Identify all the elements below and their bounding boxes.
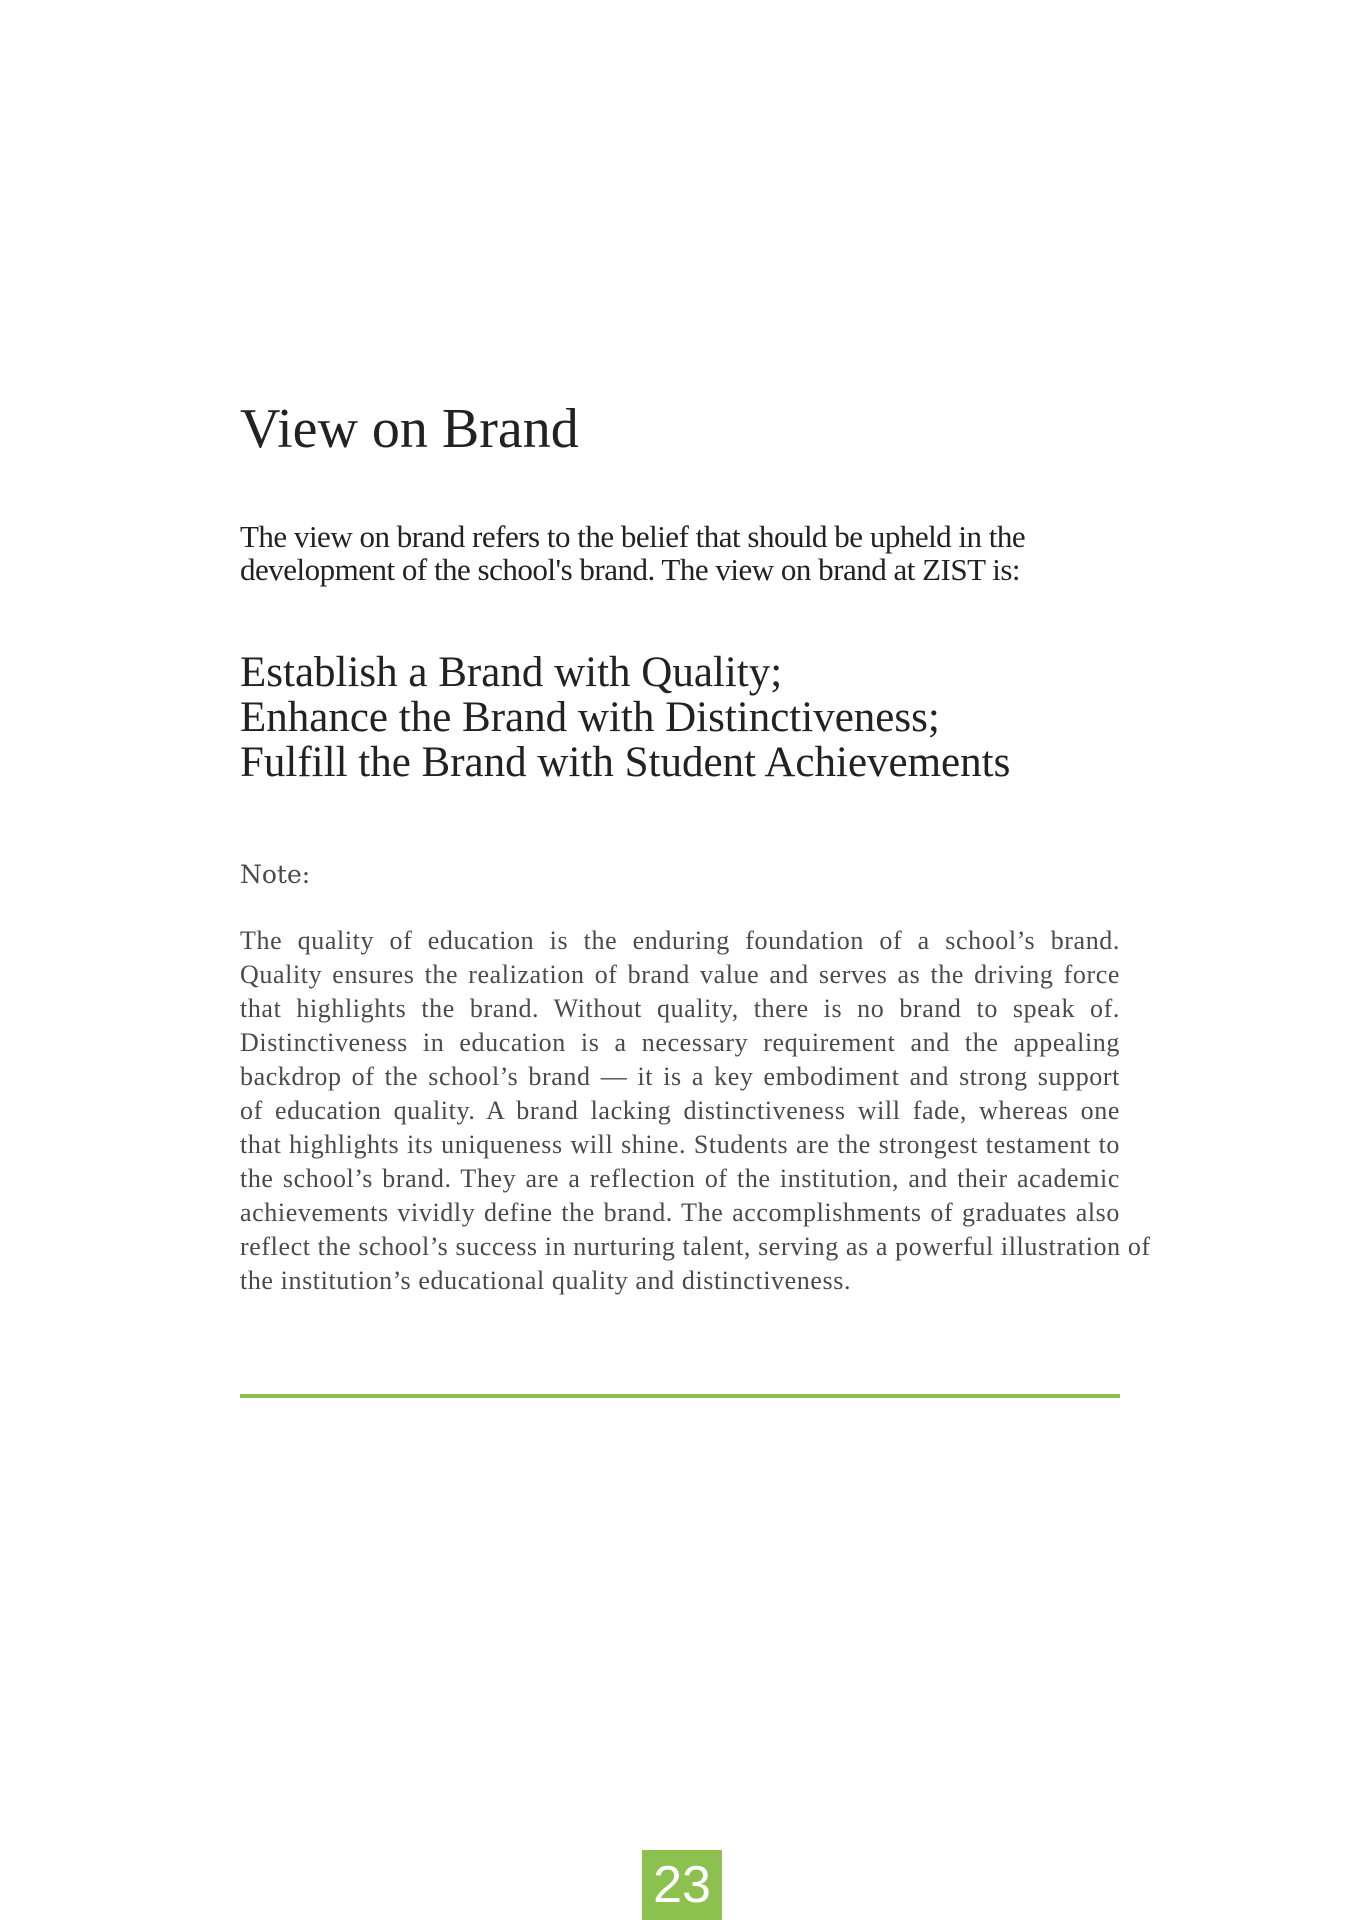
section-divider <box>240 1394 1120 1398</box>
note-line: backdrop of the school’s brand — it is a key embodiment and strong support <box>240 1062 1120 1091</box>
page-number-badge: 23 <box>642 1850 722 1920</box>
note-line: of education quality. A brand lacking distinctiveness will fade, whereas one <box>240 1096 1120 1125</box>
note-line: that highlights its uniqueness will shine. Students are the strongest testament to <box>240 1130 1120 1159</box>
brand-motto <box>240 650 1140 785</box>
intro-paragraph <box>240 520 1140 586</box>
note-line: the institution’s educational quality and distinctiveness. <box>240 1266 852 1295</box>
page-title: View on Brand <box>240 398 579 460</box>
motto-line: Fulfill the Brand with Student Achievements <box>240 739 1011 786</box>
note-line: Distinctiveness in education is a necessary requirement and the appealing <box>240 1028 1120 1057</box>
note-line: Quality ensures the realization of brand value and serves as the driving force <box>240 960 1120 989</box>
note-line: achievements vividly define the brand. The accomplishments of graduates also <box>240 1198 1120 1227</box>
note-paragraph <box>240 924 1151 1298</box>
note-line: reflect the school’s success in nurturing talent, serving as a powerful illustration of <box>240 1232 1151 1261</box>
note-line: that highlights the brand. Without quality, there is no brand to speak of. <box>240 994 1120 1023</box>
intro-line: development of the school's brand. The view on brand at ZIST is: <box>240 552 1020 587</box>
motto-line: Enhance the Brand with Distinctiveness; <box>240 694 940 741</box>
motto-line: Establish a Brand with Quality; <box>240 649 783 696</box>
note-line: The quality of education is the enduring foundation of a school’s brand. <box>240 926 1120 955</box>
note-label: Note: <box>240 860 311 889</box>
note-line: the school’s brand. They are a reflection of the institution, and their academic <box>240 1164 1120 1193</box>
intro-line: The view on brand refers to the belief that should be upheld in the <box>240 519 1026 554</box>
